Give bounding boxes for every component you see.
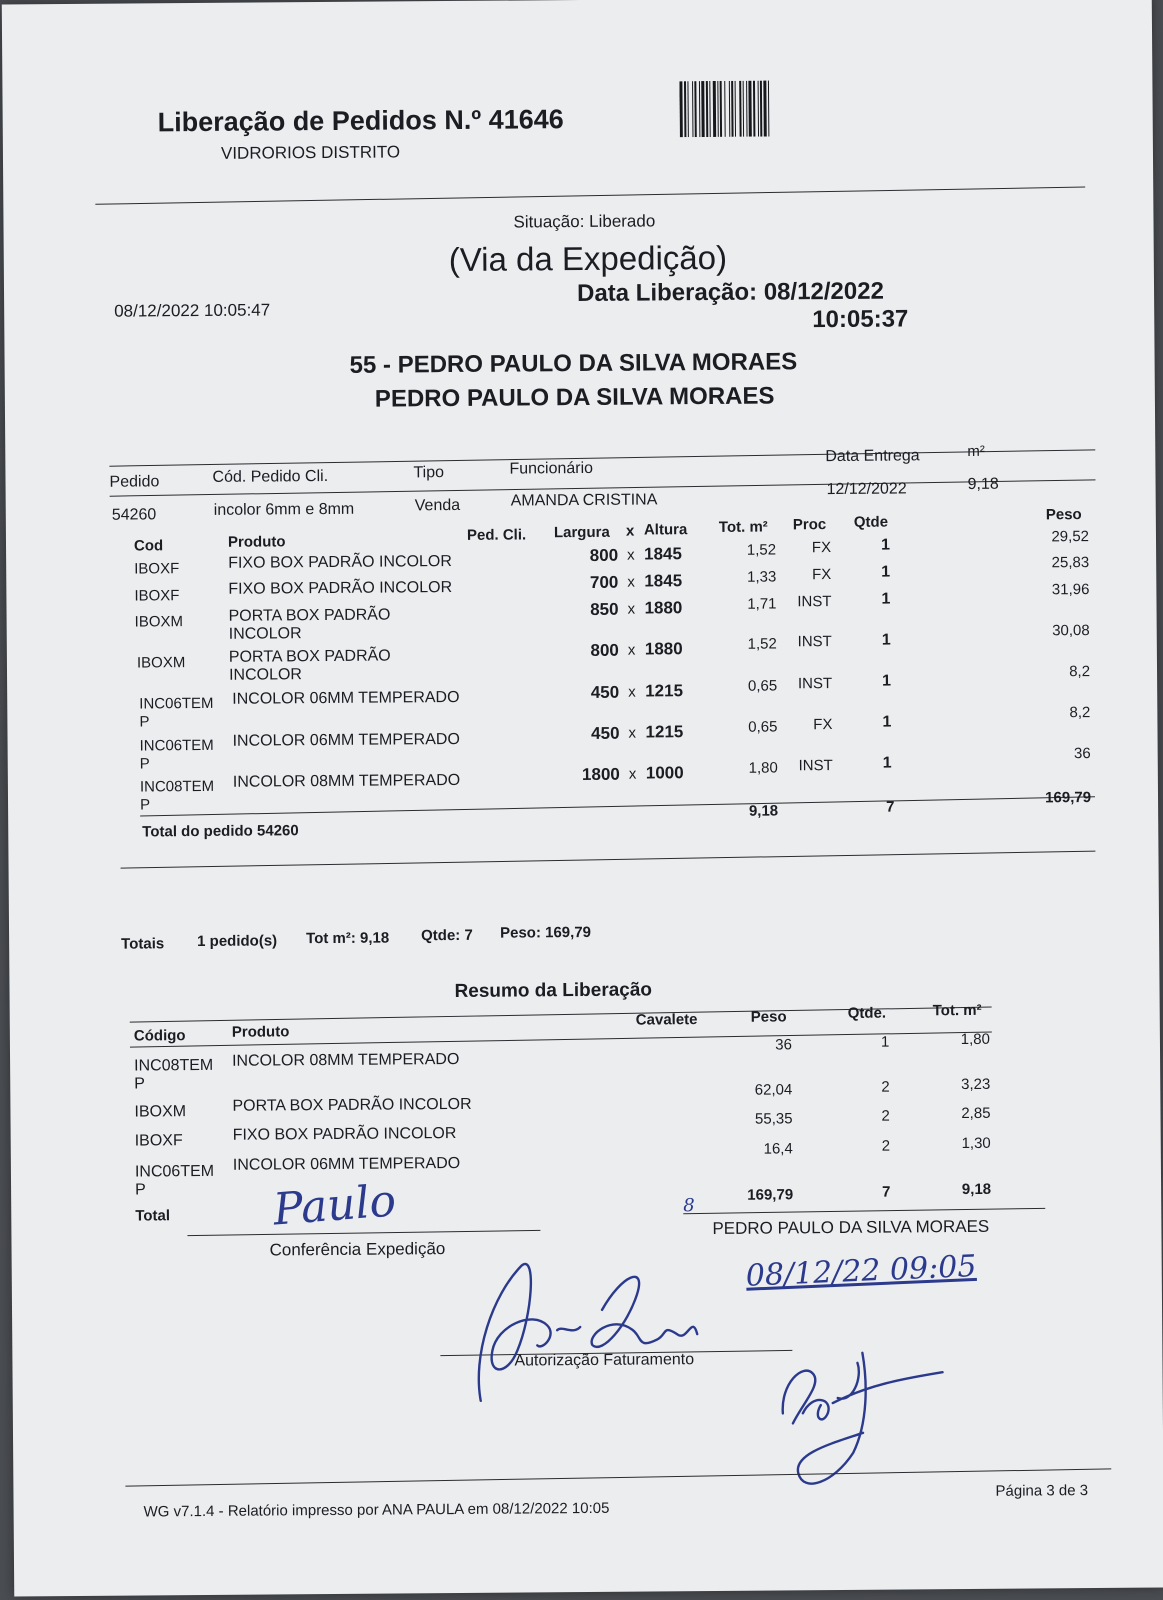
totals-label: Totais	[121, 935, 165, 953]
barcode-bar	[763, 81, 766, 137]
barcode-bar	[760, 81, 762, 137]
situation-label: Situação: Liberado	[513, 211, 656, 232]
barcode	[679, 80, 854, 137]
item-x: x	[628, 683, 636, 701]
col-tot-m2: Tot. m²	[718, 518, 768, 536]
item-qtde: 1	[882, 672, 892, 690]
item-peso: 8,2	[1069, 663, 1091, 681]
item-peso: 36	[1073, 745, 1091, 763]
col-peso: Peso	[1045, 506, 1082, 524]
barcode-bar	[699, 81, 700, 137]
summary-total-label: Total	[135, 1207, 171, 1225]
client-name: PEDRO PAULO DA SILVA MORAES	[374, 382, 775, 413]
handwritten-name: Paulo	[271, 1175, 398, 1236]
order-total-m2: 9,18	[748, 802, 779, 820]
summary-tot-m2: 1,80	[960, 1030, 990, 1049]
barcode-bar	[746, 81, 747, 137]
barcode-bar	[706, 81, 708, 137]
barcode-bar	[739, 81, 741, 137]
totals-peso: Peso: 169,79	[500, 923, 592, 942]
item-x: x	[628, 724, 637, 742]
summary-qtde: 2	[881, 1107, 890, 1125]
item-cod: IBOXM	[136, 654, 186, 672]
summary-codigo: INC06TEMP	[134, 1162, 215, 1199]
barcode-bar	[687, 81, 688, 137]
item-altura: 1215	[645, 681, 684, 701]
value-tipo: Venda	[414, 496, 461, 515]
summary-produto: FIXO BOX PADRÃO INCOLOR	[232, 1125, 457, 1144]
item-altura: 1845	[644, 571, 683, 591]
item-largura: 800	[590, 640, 619, 660]
summary-title: Resumo da Liberação	[454, 979, 653, 1003]
totals-qtde: Qtde: 7	[421, 926, 473, 945]
item-peso: 29,52	[1051, 528, 1090, 546]
summary-qtde: 1	[880, 1033, 890, 1051]
summary-produto: PORTA BOX PADRÃO INCOLOR	[232, 1095, 472, 1115]
summary-col-produto: Produto	[231, 1023, 290, 1041]
item-produto: PORTA BOX PADRÃO INCOLOR	[228, 647, 391, 684]
barcode-bar	[720, 81, 722, 137]
col-largura: Largura	[553, 523, 610, 542]
order-total-qtde: 7	[886, 798, 895, 816]
item-tot-m2: 1,80	[748, 759, 778, 777]
col-produto: Produto	[227, 533, 286, 551]
summary-tot-m2: 2,85	[961, 1104, 991, 1123]
summary-total-tot-m2: 9,18	[961, 1180, 992, 1199]
item-peso: 25,83	[1051, 554, 1090, 572]
item-proc: INST	[797, 633, 832, 651]
item-proc: FX	[813, 716, 833, 734]
item-largura: 800	[589, 545, 619, 565]
order-header-top-line	[109, 449, 1095, 466]
barcode-bar	[694, 81, 696, 137]
summary-col-qtde: Qtde.	[847, 1004, 887, 1022]
handwritten-date: 08/12/22 09:05	[745, 1248, 978, 1294]
items-total-line	[140, 796, 1095, 816]
item-peso: 31,96	[1051, 581, 1090, 599]
summary-total-peso: 169,79	[747, 1186, 794, 1204]
col-proc: Proc	[792, 516, 827, 534]
summary-codigo: IBOXF	[134, 1132, 183, 1150]
item-tot-m2: 0,65	[748, 718, 778, 736]
item-altura: 1215	[645, 722, 684, 742]
report-title: Liberação de Pedidos N.º 41646	[157, 104, 564, 138]
divider	[121, 851, 1096, 869]
item-cod: IBOXM	[134, 613, 184, 631]
divider	[95, 187, 1085, 205]
col-x: x	[625, 522, 635, 540]
label-data-entrega: Data Entrega	[825, 447, 920, 466]
summary-tot-m2: 3,23	[961, 1075, 991, 1094]
summary-produto: INCOLOR 08MM TEMPERADO	[232, 1050, 460, 1070]
item-qtde: 1	[880, 536, 891, 554]
item-proc: FX	[811, 539, 832, 557]
barcode-bar	[701, 81, 704, 137]
item-cod: INC06TEMP	[139, 736, 214, 773]
summary-codigo: IBOXM	[134, 1103, 187, 1121]
summary-peso: 55,35	[754, 1110, 793, 1128]
item-produto: INCOLOR 08MM TEMPERADO	[232, 771, 461, 791]
summary-tot-m2: 1,30	[961, 1134, 991, 1153]
item-produto: INCOLOR 06MM TEMPERADO	[232, 688, 460, 708]
item-x: x	[627, 573, 635, 591]
item-largura: 450	[590, 682, 620, 702]
summary-qtde: 2	[881, 1078, 890, 1096]
barcode-bar	[724, 81, 725, 137]
item-proc: INST	[797, 593, 832, 611]
item-peso: 8,2	[1069, 704, 1091, 722]
item-produto: PORTA BOX PADRÃO INCOLOR	[228, 606, 391, 643]
company-name: VIDRORIOS DISTRITO	[220, 142, 401, 163]
release-date: Data Liberação: 08/12/2022	[576, 277, 884, 308]
summary-produto: INCOLOR 06MM TEMPERADO	[232, 1154, 461, 1174]
barcode-bar	[758, 81, 759, 137]
value-funcionario: AMANDA CRISTINA	[510, 491, 658, 510]
col-qtde: Qtde	[853, 513, 889, 531]
barcode-bar	[731, 81, 733, 137]
summary-col-peso: Peso	[750, 1008, 787, 1026]
label-tipo: Tipo	[413, 464, 445, 482]
item-altura: 1000	[645, 763, 684, 783]
barcode-bar	[729, 81, 730, 137]
summary-col-tot-m2: Tot. m²	[932, 1001, 982, 1020]
conferencia-line	[187, 1230, 540, 1236]
barcode-bar	[768, 81, 769, 137]
col-altura: Altura	[643, 521, 688, 539]
item-tot-m2: 1,52	[747, 635, 777, 653]
footer-report-info: WG v7.1.4 - Relatório impresso por ANA PAULA em 08/12/2022 10:05	[143, 1499, 610, 1521]
item-cod: IBOXF	[134, 560, 180, 578]
signature-ana-paula	[462, 1254, 723, 1406]
item-qtde: 1	[882, 754, 892, 772]
summary-col-codigo: Código	[133, 1027, 186, 1045]
item-tot-m2: 1,52	[746, 541, 777, 559]
printed-timestamp: 08/12/2022 10:05:47	[114, 300, 271, 321]
item-cod: IBOXF	[134, 587, 180, 605]
item-largura: 850	[590, 599, 619, 619]
item-x: x	[627, 546, 635, 564]
barcode-bar	[753, 81, 755, 137]
item-produto: FIXO BOX PADRÃO INCOLOR	[228, 579, 453, 598]
report-page	[2, 0, 1163, 1596]
item-largura: 1800	[581, 764, 620, 785]
barcode-bar	[679, 81, 682, 137]
barcode-bar	[692, 81, 693, 137]
item-qtde: 1	[881, 631, 891, 649]
item-altura: 1845	[644, 544, 683, 564]
label-cod-pedido-cli: Cód. Pedido Cli.	[212, 467, 329, 486]
item-altura: 1880	[644, 598, 683, 618]
totals-m2: Tot m²: 9,18	[306, 929, 390, 948]
handwritten-mark: 8	[683, 1195, 695, 1217]
value-m2: 9,18	[967, 475, 999, 493]
item-produto: FIXO BOX PADRÃO INCOLOR	[228, 553, 452, 572]
item-tot-m2: 0,65	[747, 677, 778, 695]
barcode-bar	[735, 81, 736, 137]
item-tot-m2: 1,33	[747, 568, 777, 586]
client-code-name: 55 - PEDRO PAULO DA SILVA MORAES	[349, 348, 798, 379]
footer-line	[125, 1468, 1111, 1486]
item-proc: INST	[797, 675, 833, 693]
item-altura: 1880	[644, 639, 683, 659]
order-total-peso: 169,79	[1045, 789, 1092, 807]
release-time: 10:05:37	[812, 305, 909, 334]
item-largura: 450	[591, 723, 620, 743]
item-qtde: 1	[881, 563, 891, 581]
summary-peso: 36	[775, 1036, 793, 1054]
summary-total-qtde: 7	[882, 1183, 891, 1201]
value-cod-pedido-cli: incolor 6mm e 8mm	[213, 500, 355, 519]
item-x: x	[628, 765, 637, 783]
value-data-entrega: 12/12/2022	[826, 480, 907, 499]
summary-codigo: INC08TEMP	[134, 1056, 214, 1093]
item-proc: FX	[812, 566, 832, 584]
col-ped-cli: Ped. Cli.	[466, 526, 527, 544]
barcode-bar	[684, 81, 686, 137]
summary-col-cavalete: Cavalete	[635, 1011, 698, 1029]
copy-label: (Via da Expedição)	[448, 238, 728, 279]
barcode-bar	[743, 81, 744, 137]
autorizacao-label: Autorização Faturamento	[514, 1351, 695, 1370]
item-peso: 30,08	[1052, 622, 1090, 640]
summary-qtde: 2	[881, 1137, 891, 1155]
conferencia-label: Conferência Expedição	[269, 1239, 446, 1260]
barcode-bar	[748, 81, 751, 137]
barcode-bar	[717, 81, 718, 137]
label-funcionario: Funcionário	[509, 459, 594, 478]
col-cod: Cod	[133, 537, 164, 555]
client-signature-name: PEDRO PAULO DA SILVA MORAES	[712, 1216, 990, 1238]
barcode-bar	[709, 81, 710, 137]
footer-page-number: Página 3 de 3	[995, 1482, 1089, 1500]
label-m2: m²	[967, 442, 985, 460]
client-signature-line	[683, 1208, 1045, 1214]
label-pedido: Pedido	[109, 473, 160, 491]
item-x: x	[627, 600, 636, 618]
item-tot-m2: 1,71	[747, 595, 777, 613]
item-x: x	[627, 641, 636, 659]
summary-peso: 16,4	[763, 1140, 793, 1158]
item-proc: INST	[798, 757, 833, 775]
item-qtde: 1	[882, 713, 892, 731]
summary-peso: 62,04	[754, 1081, 793, 1099]
item-largura: 700	[589, 572, 619, 592]
totals-pedidos: 1 pedido(s)	[197, 932, 278, 951]
item-cod: INC06TEMP	[139, 694, 214, 731]
value-pedido: 54260	[111, 506, 157, 524]
item-qtde: 1	[881, 590, 891, 608]
item-produto: INCOLOR 06MM TEMPERADO	[232, 730, 460, 750]
order-total-label: Total do pedido 54260	[142, 822, 299, 841]
item-cod: INC08TEMP	[139, 777, 215, 814]
barcode-bar	[713, 81, 716, 137]
